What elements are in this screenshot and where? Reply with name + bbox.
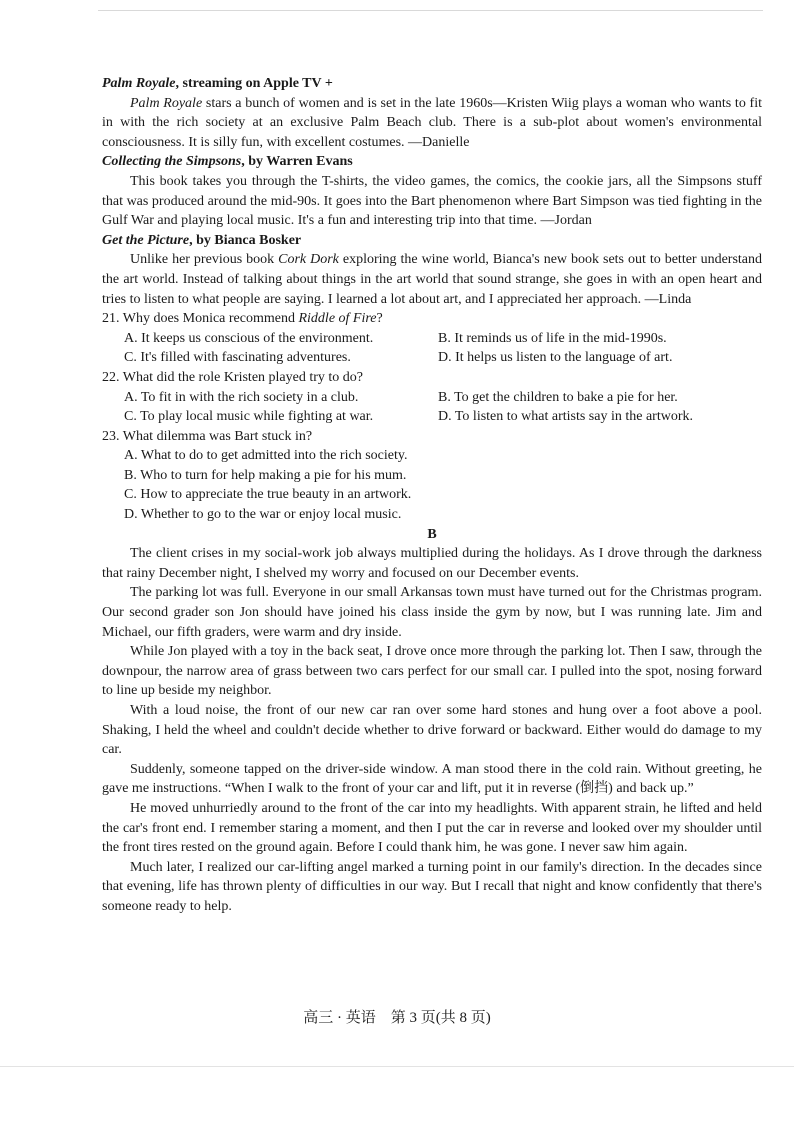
question-23 xyxy=(102,427,762,525)
review-source: , by Bianca Bosker xyxy=(189,232,302,248)
option-row xyxy=(102,348,762,368)
stem-end: ? xyxy=(376,311,383,327)
option-row xyxy=(102,407,762,427)
review-heading-3 xyxy=(102,231,762,251)
review-body-3 xyxy=(102,250,762,309)
review-source: , streaming on Apple TV + xyxy=(175,76,333,91)
stem-text: 21. Why does Monica recommend xyxy=(102,311,299,327)
passage-paragraph: He moved unhurriedly around to the front of the car into my headlights. With apparent strain, he lifted and held the car's front end. I remember staring a moment, and then I put the car in reverse and looked over my shoulder until the front tires rested on the ground again. Before I could thank him, he was gone. I never saw him again. xyxy=(102,800,762,856)
exam-page xyxy=(102,74,762,917)
option-a: A. It keeps us conscious of the environment. xyxy=(124,330,374,346)
option-c: C. To play local music while fighting at war. xyxy=(124,409,374,425)
option-d: D. To listen to what artists say in the artwork. xyxy=(438,409,694,425)
question-stem xyxy=(102,309,762,329)
passage-paragraph: The client crises in my social-work job always multiplied during the holidays. As I drove through the darkness that rainy December night, I shelved my worry and focused on our December events. xyxy=(102,546,762,581)
review-body-text: stars a bunch of women and is set in the late 1960s—Kristen Wiig plays a woman who wants to fit in with the rich society at an exclusive Palm Beach club. There is a sub-plot about women's environmental consciousness. It is silly fun, with excellent costumes. —Danielle xyxy=(102,95,762,150)
review-body-1 xyxy=(102,94,762,153)
passage-paragraph: Much later, I realized our car-lifting angel marked a turning point in our family's direction. In the decades since that evening, life has thrown plenty of difficulties in our way. But I recall that night and know confidently that there's someone ready to help. xyxy=(102,859,762,914)
option-row xyxy=(102,329,762,349)
scan-top-line xyxy=(98,10,763,11)
passage-paragraph: With a loud noise, the front of our new car ran over some hard stones and hung over a foot above a pool. Shaking, I held the wheel and couldn't decide whether to drive forward or backward. Either would do damage to my car. xyxy=(102,703,762,758)
review-title: Get the Picture xyxy=(102,232,190,248)
review-source: , by Warren Evans xyxy=(241,154,353,170)
review-heading-2 xyxy=(102,152,762,172)
section-b-label: B xyxy=(427,526,437,542)
stem-title: Riddle of Fire xyxy=(298,311,377,327)
passage-paragraph: While Jon played with a toy in the back seat, I drove once more through the parking lot. Then I saw, through the downpour, the narrow area of grass between two cars perfect for our small car. I pulled into the spot, nosing forward to line up beside my neighbor. xyxy=(102,644,762,699)
passage-paragraph: The parking lot was full. Everyone in our small Arkansas town must have turned out for the Christmas program. Our second grader son Jon should have joined his class inside the gym by now, but I was running late. Jim and Michael, our fifth graders, were warm and dry inside. xyxy=(102,585,762,640)
question-stem: 22. What did the role Kristen played try to do? xyxy=(102,369,364,385)
review-heading-1 xyxy=(102,74,762,94)
option-c: C. How to appreciate the true beauty in an artwork. xyxy=(124,487,412,503)
question-stem: 23. What dilemma was Bart stuck in? xyxy=(102,428,313,444)
page-footer: 高三 · 英语 第 3 页(共 8 页) xyxy=(303,1010,491,1026)
option-d: D. It helps us listen to the language of art. xyxy=(438,350,673,366)
review-body-2: This book takes you through the T-shirts, the video games, the comics, the cookie jars, all the Simpsons stuff that was produced around the mid-90s. It goes into the Bart phenomenon where Bart Simpson was tied fighting in the Gulf War and playing local music. It's a fun and interesting trip into that time. —Jordan xyxy=(102,173,762,229)
option-b: B. Who to turn for help making a pie for his mum. xyxy=(124,467,407,483)
review-body-title: Palm Royale xyxy=(130,95,203,111)
review-body-title: Cork Dork xyxy=(278,252,339,268)
question-21 xyxy=(102,309,762,368)
option-row xyxy=(102,388,762,408)
option-b: B. To get the children to bake a pie for her. xyxy=(438,389,678,405)
option-b: B. It reminds us of life in the mid-1990s. xyxy=(438,330,667,346)
option-a: A. What to do to get admitted into the rich society. xyxy=(124,448,408,464)
review-title: Palm Royale xyxy=(102,76,176,91)
review-body-text: exploring the wine world, Bianca's new book sets out to better understand the art world. Instead of talking about things in the art world that sound strange, she goes in with an open heart and tries to listen to what people are saying. I learned a lot about art, and I appreciated her approach. —Linda xyxy=(102,252,762,307)
option-a: A. To fit in with the rich society in a club. xyxy=(124,389,359,405)
option-d: D. Whether to go to the war or enjoy local music. xyxy=(124,507,402,523)
question-22 xyxy=(102,368,762,427)
review-body-text: Unlike her previous book xyxy=(130,252,279,268)
option-c: C. It's filled with fascinating adventures. xyxy=(124,350,351,366)
review-title: Collecting the Simpsons xyxy=(102,154,242,170)
scan-bottom-edge xyxy=(0,1066,794,1067)
passage-paragraph: Suddenly, someone tapped on the driver-side window. A man stood there in the cold rain. Without greeting, he gave me instructions. “When I walk to the front of your car and lift, put it in reverse (倒挡) and back up.” xyxy=(102,761,762,797)
